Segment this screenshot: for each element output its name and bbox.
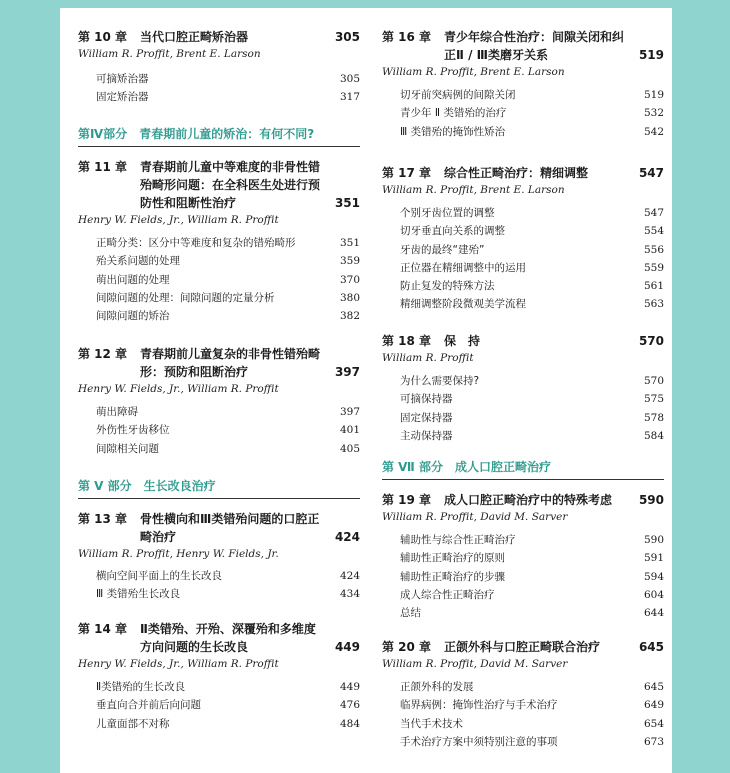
chapter-number: 第 17 章 [382,166,432,180]
chapter-authors: William R. Proffit, David M. Sarver [382,658,568,670]
section-item: 主动保持器 584 [400,429,664,442]
toc-page [60,8,672,773]
section-item: 垂直向合并前后向问题 476 [96,699,360,712]
chapter-number: 第 20 章 [382,640,432,654]
section-item: 间隙问题的矫治 382 [96,310,360,323]
section-item: 固定保持器 578 [400,411,664,424]
chapter-17 [382,164,664,314]
chapter-title: 当代口腔正畸矫治器 [140,30,249,44]
chapter-page: 351 [334,196,360,210]
chapter-authors: William R. Proffit [382,352,474,364]
chapter-title: 正颌外科与口腔正畸联合治疗 [444,640,601,654]
chapter-authors: Henry W. Fields, Jr., William R. Proffit [78,658,279,670]
section-item: 青少年 Ⅱ 类错殆的治疗 532 [400,107,664,120]
section-item: 外伤性牙齿移位 401 [96,424,360,437]
section-item: 牙齿的最终“建殆” 556 [400,243,664,256]
chapter-authors: William R. Proffit, Brent E. Larson [78,48,261,60]
section-item: 萌出障碍 397 [96,406,360,418]
section-item: 辅助性与综合性正畸治疗 590 [400,534,664,546]
section-item: 萌出问题的处理 370 [96,273,360,286]
section-item: 总结 644 [400,607,664,620]
chapter-page: 590 [638,493,664,507]
part-7-heading: 第 Ⅶ 部分 成人口腔正畸治疗 [382,458,664,480]
section-item: 当代手术技术 654 [400,717,664,730]
chapter-title: 青少年综合性治疗：间隙关闭和纠正Ⅱ / Ⅲ类磨牙关系 [444,30,625,62]
chapter-page: 449 [334,640,360,654]
chapter-title: 青春期前儿童复杂的非骨性错殆畸形：预防和阻断治疗 [140,347,321,379]
chapter-number: 第 13 章 [78,512,128,526]
chapter-16 [382,28,664,141]
section-item: 固定矫治器 317 [96,91,360,104]
part-5-heading: 第 Ⅴ 部分 生长改良治疗 [78,477,360,499]
chapter-page: 547 [638,166,664,180]
chapter-11 [78,158,360,325]
section-item: 可摘保持器 575 [400,393,664,406]
chapter-number: 第 14 章 [78,622,128,636]
section-item: 临界病例：掩饰性治疗与手术治疗 649 [400,699,664,712]
section-item: 正畸分类：区分中等难度和复杂的错殆畸形 351 [96,237,360,249]
section-item: Ⅲ 类错殆生长改良 434 [96,588,360,601]
chapter-14 [78,620,360,733]
section-item: 正位器在精细调整中的运用 559 [400,261,664,274]
chapter-title: 保 持 [444,334,481,348]
section-item: 成人综合性正畸治疗 604 [400,588,664,601]
chapter-number: 第 11 章 [78,160,128,174]
chapter-page: 570 [638,334,664,348]
section-item: 辅助性正畸治疗的原则 591 [400,552,664,565]
chapter-page: 645 [638,640,664,654]
chapter-13 [78,510,360,604]
chapter-title: 骨性横向和Ⅲ类错殆问题的口腔正畸治疗 [140,512,320,544]
chapter-20 [382,638,664,751]
chapter-title: 成人口腔正畸治疗中的特殊考虑 [444,493,613,507]
chapter-authors: William R. Proffit, David M. Sarver [382,511,568,523]
chapter-page: 519 [638,48,664,62]
chapter-18 [382,332,664,445]
section-item: Ⅲ 类错殆的掩饰性矫治 542 [400,125,664,138]
section-item: 为什么需要保持? 570 [400,375,664,387]
chapter-title: 青春期前儿童中等难度的非骨性错殆畸形问题：在全科医生处进行预防性和阻断性治疗 [140,160,321,210]
section-item: 防止复发的特殊方法 561 [400,280,664,293]
chapter-authors: Henry W. Fields, Jr., William R. Proffit [78,214,279,226]
chapter-number: 第 19 章 [382,493,432,507]
section-item: 辅助性正畸治疗的步骤 594 [400,570,664,583]
chapter-authors: William R. Proffit, Henry W. Fields, Jr. [78,548,279,560]
chapter-19 [382,491,664,622]
chapter-title: 综合性正畸治疗：精细调整 [444,166,589,180]
section-item: 切牙前突病例的间隙关闭 519 [400,89,664,101]
section-item: 可摘矫治器 305 [96,73,360,85]
chapter-10 [78,28,360,107]
section-item: Ⅱ类错殆的生长改良 449 [96,681,360,693]
chapter-page: 397 [334,365,360,379]
section-item: 儿童面部不对称 484 [96,717,360,730]
chapter-title: Ⅱ类错殆、开殆、深覆殆和多维度方向问题的生长改良 [140,622,316,654]
chapter-number: 第 10 章 [78,30,128,44]
section-item: 切牙垂直向关系的调整 554 [400,225,664,238]
section-item: 正颌外科的发展 645 [400,681,664,693]
chapter-page: 424 [334,530,360,544]
chapter-page: 305 [334,30,360,44]
chapter-authors: William R. Proffit, Brent E. Larson [382,66,565,78]
chapter-number: 第 18 章 [382,334,432,348]
part-4-heading: 第Ⅳ部分 青春期前儿童的矫治：有何不同? [78,125,360,147]
chapter-12 [78,345,360,458]
section-item: 殆关系问题的处理 359 [96,255,360,268]
chapter-number: 第 12 章 [78,347,128,361]
section-item: 手术治疗方案中须特别注意的事项 673 [400,735,664,748]
chapter-authors: William R. Proffit, Brent E. Larson [382,184,565,196]
chapter-authors: Henry W. Fields, Jr., William R. Proffit [78,383,279,395]
chapter-number: 第 16 章 [382,30,432,44]
section-item: 精细调整阶段微观美学流程 563 [400,298,664,311]
section-item: 间隙相关问题 405 [96,442,360,455]
section-item: 横向空间平面上的生长改良 424 [96,570,360,582]
section-item: 间隙问题的处理：间隙问题的定量分析 380 [96,291,360,304]
section-item: 个别牙齿位置的调整 547 [400,207,664,219]
